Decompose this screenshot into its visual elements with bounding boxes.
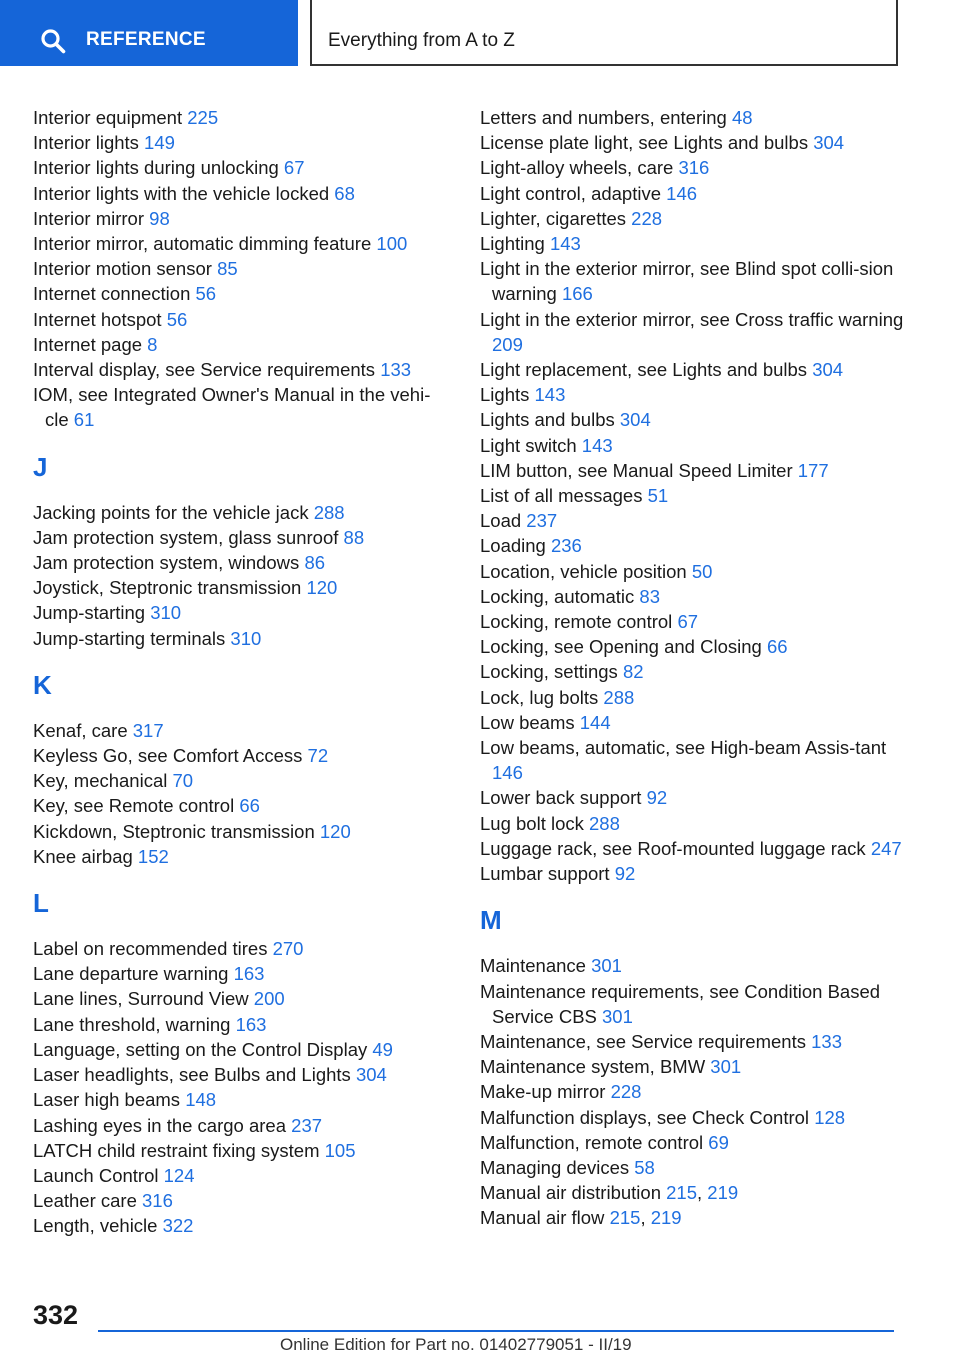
index-entry-text: Length, vehicle: [33, 1215, 163, 1237]
page-reference-link[interactable]: 228: [631, 207, 663, 229]
page-reference-link[interactable]: 215: [609, 1207, 641, 1229]
page-reference-link[interactable]: 288: [589, 812, 620, 834]
index-entry: [480, 1130, 910, 1155]
index-entry-text: Load: [480, 510, 527, 532]
index-entry: [33, 1213, 453, 1238]
index-entry-text: Laser headlights, see Bulbs and Lights: [33, 1064, 356, 1086]
index-entry-text: LIM button, see Manual Speed Limiter: [480, 459, 798, 481]
index-entry-text: Low beams, automatic, see High-beam Assis‐tant: [480, 737, 887, 759]
page-reference-link[interactable]: 56: [166, 308, 188, 330]
index-entry: [480, 407, 910, 432]
page-reference-link[interactable]: 148: [185, 1089, 217, 1111]
index-entry: [33, 231, 453, 256]
index-entry: [33, 256, 453, 281]
page-reference-link[interactable]: 67: [677, 611, 699, 633]
page-reference-link[interactable]: 304: [813, 132, 845, 154]
page-reference-link[interactable]: 82: [622, 661, 644, 683]
page-reference-link[interactable]: 69: [708, 1131, 729, 1153]
page-reference-link[interactable]: 288: [603, 686, 635, 708]
page-reference-link[interactable]: 86: [304, 552, 326, 574]
index-entry-text: Kenaf, care: [33, 719, 133, 741]
reference-tab[interactable]: [0, 0, 298, 66]
index-entry-text: Jump-starting terminals: [33, 627, 231, 649]
index-entry-text: Lights: [480, 384, 535, 406]
index-entry-text: Interior lights with the vehicle locked: [33, 182, 335, 204]
page-reference-link[interactable]: 68: [334, 182, 355, 204]
index-entry: [33, 1188, 453, 1213]
page-reference-link[interactable]: 124: [163, 1164, 195, 1186]
index-entry: [33, 961, 453, 986]
index-entry: [480, 181, 910, 206]
page-reference-link[interactable]: 133: [811, 1030, 842, 1052]
index-entry-text: Keyless Go, see Comfort Access: [33, 745, 308, 767]
index-entry: [480, 979, 910, 1029]
page-reference-link[interactable]: 316: [142, 1190, 173, 1212]
index-entry: [33, 281, 453, 306]
page-reference-link[interactable]: 322: [162, 1215, 194, 1237]
index-entry: [480, 155, 910, 180]
index-entry: [33, 1087, 453, 1112]
page-header: [0, 0, 960, 66]
index-entry: [480, 1054, 910, 1079]
index-letter-heading: K: [33, 669, 52, 700]
index-entry: [480, 130, 910, 155]
page-reference-link[interactable]: 67: [283, 157, 305, 179]
index-entry-text: Managing devices: [480, 1156, 635, 1178]
index-entry: [480, 735, 910, 785]
index-entry: [480, 785, 910, 810]
index-entry-text: Locking, remote control: [480, 611, 678, 633]
index-entry: [33, 550, 453, 575]
index-entry: [33, 382, 453, 432]
index-entry: [480, 307, 910, 357]
index-entry: [480, 533, 910, 558]
index-entry: [33, 130, 453, 155]
section-title: Everything from A to Z: [328, 30, 515, 51]
index-entry: [480, 710, 910, 735]
index-entry-text: Manual air flow: [480, 1207, 610, 1229]
index-entry: [480, 584, 910, 609]
index-entry-text: Malfunction, remote control: [480, 1131, 709, 1153]
index-entry: [480, 1079, 910, 1104]
page-reference-link[interactable]: 143: [534, 384, 566, 406]
index-entry-text: Lane lines, Surround View: [33, 988, 254, 1010]
index-entry-text: LATCH child restraint fixing system: [33, 1139, 325, 1161]
index-entry: [480, 861, 910, 886]
page-reference-link[interactable]: 228: [610, 1081, 642, 1103]
index-entry-text: Key, see Remote control: [33, 795, 240, 817]
index-entry: [33, 844, 453, 869]
index-entry: [33, 1037, 453, 1062]
index-entry-text: Jam protection system, windows: [33, 552, 305, 574]
index-entry: [480, 105, 910, 130]
index-entry-text: Light switch: [480, 434, 582, 456]
index-entry-text: Lashing eyes in the cargo area: [33, 1114, 292, 1136]
index-entry-text: Letters and numbers, entering: [480, 107, 732, 128]
index-entry-text: Lane departure warning: [33, 963, 234, 985]
page-reference-link[interactable]: 8: [147, 333, 158, 355]
index-entry-text: Light in the exterior mirror, see Blind spot colli‐sion warning: [480, 258, 894, 305]
section-title-tab: [310, 0, 898, 66]
page-reference-link[interactable]: 98: [149, 207, 170, 229]
index-entry-text: Low beams: [480, 711, 580, 733]
index-entry-text: Lighting: [480, 233, 550, 255]
index-entry: [33, 105, 453, 130]
index-entry-text: Launch Control: [33, 1164, 164, 1186]
index-entry-text: Lighter, cigarettes: [480, 207, 632, 229]
index-entry-text: Maintenance requirements, see Condition Based Service CBS: [480, 980, 881, 1027]
index-entry-text: Make-up mirror: [480, 1081, 611, 1103]
index-entry-text: Language, setting on the Control Display: [33, 1038, 373, 1060]
index-entry-text: License plate light, see Lights and bulbs: [480, 132, 814, 154]
page-reference-link[interactable]: 149: [144, 132, 175, 154]
index-entry: [480, 1105, 910, 1130]
page-reference-link[interactable]: 301: [591, 955, 622, 977]
page-reference-link[interactable]: 66: [239, 795, 260, 817]
index-entry: [33, 1062, 453, 1087]
index-entry: [480, 811, 910, 836]
index-entry: [33, 1138, 453, 1163]
index-entry: [480, 433, 910, 458]
page-reference-link[interactable]: 83: [639, 585, 660, 607]
index-entry-text: Lumbar support: [480, 863, 615, 885]
index-entry: [33, 743, 453, 768]
index-entry-text: Locking, automatic: [480, 585, 640, 607]
index-entry-text: Lower back support: [480, 787, 647, 809]
page-reference-link[interactable]: 152: [137, 845, 169, 867]
index-entry-text: Internet connection: [33, 283, 196, 305]
index-entry: [480, 609, 910, 634]
page-reference-link[interactable]: 105: [324, 1139, 356, 1161]
index-entry-text: Lane threshold, warning: [33, 1013, 236, 1035]
index-entry: Manual air flow 215, 219: [480, 1207, 682, 1229]
index-entry-text: Light replacement, see Lights and bulbs: [480, 359, 813, 381]
page-reference-link[interactable]: 146: [666, 182, 698, 204]
index-entry-text: Location, vehicle position: [480, 560, 692, 582]
index-entry: [480, 1029, 910, 1054]
index-entry-text: Lug bolt lock: [480, 812, 590, 834]
index-entry-text: Interior mirror: [33, 207, 150, 229]
page-reference-link[interactable]: 219: [707, 1182, 739, 1204]
page-reference-link[interactable]: 92: [646, 787, 668, 809]
index-entry: [33, 155, 453, 180]
index-entry: [33, 500, 453, 525]
page-reference-link[interactable]: 288: [313, 501, 345, 523]
page-reference-link[interactable]: 120: [306, 577, 338, 599]
index-letter-heading: M: [480, 905, 502, 936]
index-entry-text: Lights and bulbs: [480, 409, 620, 431]
index-entry-text: Loading: [480, 535, 551, 557]
index-entry: [33, 1012, 453, 1037]
index-entry: [480, 458, 910, 483]
index-entry-text: Maintenance, see Service requirements: [480, 1030, 812, 1052]
index-entry-text: Interior equipment: [33, 107, 188, 128]
index-entry: [33, 206, 453, 231]
page-reference-link[interactable]: 237: [291, 1114, 323, 1136]
page-reference-link[interactable]: 133: [380, 359, 412, 381]
index-entry-text: Internet hotspot: [33, 308, 167, 330]
index-entry: [33, 1113, 453, 1138]
page-reference-link[interactable]: 48: [731, 107, 753, 128]
page-reference-link[interactable]: 200: [253, 988, 285, 1010]
page-reference-link[interactable]: 120: [319, 820, 351, 842]
index-entry-text: Jam protection system, glass sunroof: [33, 526, 344, 548]
page-reference-link[interactable]: 146: [492, 762, 523, 784]
page-reference-link[interactable]: 270: [272, 938, 304, 960]
index-entry: [33, 793, 453, 818]
index-entry: [480, 256, 910, 306]
index-entry: [480, 357, 910, 382]
page-reference-link[interactable]: 304: [812, 359, 844, 381]
page-reference-link[interactable]: 163: [235, 1013, 267, 1035]
index-entry-text: Lock, lug bolts: [480, 686, 604, 708]
index-entry: [33, 357, 453, 382]
index-entry-text: Laser high beams: [33, 1089, 186, 1111]
page-reference-link[interactable]: 61: [73, 409, 95, 431]
index-entry: [33, 600, 453, 625]
index-entry-text: List of all messages: [480, 485, 648, 507]
page-reference-link[interactable]: 144: [579, 711, 611, 733]
page-reference-link[interactable]: 58: [634, 1156, 655, 1178]
index-entry-text: Jump-starting: [33, 602, 151, 624]
page-reference-link[interactable]: 166: [561, 283, 593, 305]
page-reference-link[interactable]: 56: [195, 283, 217, 305]
reference-label: REFERENCE: [86, 29, 206, 50]
index-entry: [33, 1163, 453, 1188]
page-reference-link[interactable]: 50: [691, 560, 713, 582]
page-reference-link[interactable]: 225: [187, 107, 219, 128]
index-entry: [33, 936, 453, 961]
page-number: 332: [33, 1300, 79, 1330]
page-reference-link[interactable]: 209: [492, 333, 523, 355]
index-entry: [33, 768, 453, 793]
page-reference-link[interactable]: 143: [549, 233, 581, 255]
index-entry: [480, 206, 910, 231]
index-entry: [480, 953, 910, 978]
index-entry: [33, 626, 453, 651]
index-entry-text: Leather care: [33, 1190, 143, 1212]
index-entry: Manual air distribution 215, 219: [480, 1182, 739, 1204]
edition-note: Online Edition for Part no. 01402779051 - II/19: [280, 1335, 632, 1354]
page-reference-link[interactable]: 70: [172, 770, 194, 792]
index-entry-text: Locking, settings: [480, 661, 623, 683]
index-entry: [480, 382, 910, 407]
index-entry-text: Light in the exterior mirror, see Cross traffic warning: [480, 308, 904, 330]
page-reference-link[interactable]: 317: [132, 719, 164, 741]
page-reference-link[interactable]: 219: [650, 1207, 682, 1229]
index-entry: [33, 181, 453, 206]
page-reference-link[interactable]: 316: [678, 157, 710, 179]
index-entry: [480, 659, 910, 684]
index-entry-text: Interior lights during unlocking: [33, 157, 284, 179]
index-entry-text: Malfunction displays, see Check Control: [480, 1106, 815, 1128]
index-entry-text: Internet page: [33, 333, 148, 355]
index-entry: [480, 1155, 910, 1180]
index-entry-text: Light-alloy wheels, care: [480, 157, 679, 179]
page-reference-link[interactable]: 88: [343, 526, 365, 548]
index-entry: [33, 718, 453, 743]
index-entry-text: Manual air distribution: [480, 1182, 667, 1204]
page-reference-link[interactable]: 143: [581, 434, 613, 456]
page-reference-link[interactable]: 301: [710, 1056, 742, 1078]
page-reference-link[interactable]: 128: [814, 1106, 846, 1128]
page-reference-link[interactable]: 247: [870, 837, 902, 859]
page-reference-link[interactable]: 237: [526, 510, 558, 532]
page-reference-link[interactable]: 92: [614, 863, 636, 885]
index-entry-text: Interior mirror, automatic dimming feature: [33, 233, 377, 255]
index-entry-text: Maintenance: [480, 955, 592, 977]
page-reference-link[interactable]: 304: [355, 1064, 387, 1086]
index-entry-text: Joystick, Steptronic transmission: [33, 577, 307, 599]
index-entry-text: Luggage rack, see Roof-mounted luggage rack: [480, 837, 871, 859]
page-reference-link[interactable]: 301: [602, 1005, 633, 1027]
page-reference-link[interactable]: 310: [230, 627, 262, 649]
index-letter-heading: L: [33, 888, 49, 919]
index-entry: [480, 231, 910, 256]
index-entry: [33, 575, 453, 600]
index-entry: [480, 634, 910, 659]
index-entry: [33, 986, 453, 1011]
page-reference-link[interactable]: 49: [372, 1038, 393, 1060]
page-reference-link[interactable]: 100: [376, 233, 408, 255]
index-entry-text: Label on recommended tires: [33, 938, 273, 960]
index-entry: [33, 525, 453, 550]
page-reference-link[interactable]: 304: [619, 409, 651, 431]
index-entry-text: IOM, see Integrated Owner's Manual in the vehi‐cle: [33, 384, 431, 431]
index-entry: [480, 508, 910, 533]
page-reference-link[interactable]: 51: [647, 485, 669, 507]
index-column-left: [33, 105, 453, 1239]
index-entry-text: Locking, see Opening and Closing: [480, 636, 767, 658]
index-entry-text: Knee airbag: [33, 845, 138, 867]
page-reference-link[interactable]: 177: [797, 459, 829, 481]
page-reference-link[interactable]: 310: [150, 602, 182, 624]
index-entry: [33, 307, 453, 332]
index-entry-text: Interior lights: [33, 132, 145, 154]
index-entry: [480, 559, 910, 584]
search-icon: [40, 28, 66, 54]
index-entry-text: Interval display, see Service requirements: [33, 359, 381, 381]
page-reference-link[interactable]: 85: [217, 258, 238, 280]
index-entry: [33, 332, 453, 357]
index-entry-text: Maintenance system, BMW: [480, 1056, 711, 1078]
index-entry: [33, 819, 453, 844]
page-reference-link[interactable]: 236: [550, 535, 582, 557]
index-entry: [480, 836, 910, 861]
page-reference-link[interactable]: 215: [666, 1182, 697, 1204]
page-reference-link[interactable]: 72: [307, 745, 329, 767]
index-letter-heading: J: [33, 451, 48, 482]
index-entry-text: Jacking points for the vehicle jack: [33, 501, 314, 523]
index-entry-text: Light control, adaptive: [480, 182, 667, 204]
index-entry-text: Interior motion sensor: [33, 258, 218, 280]
index-entry: [480, 685, 910, 710]
page-reference-link[interactable]: 163: [233, 963, 265, 985]
index-entry-text: Kickdown, Steptronic transmission: [33, 820, 320, 842]
index-column-right: [480, 105, 910, 1231]
index-entry: [480, 483, 910, 508]
footer-divider: [98, 1330, 894, 1332]
index-entry-text: Key, mechanical: [33, 770, 173, 792]
page-reference-link[interactable]: 66: [766, 636, 788, 658]
